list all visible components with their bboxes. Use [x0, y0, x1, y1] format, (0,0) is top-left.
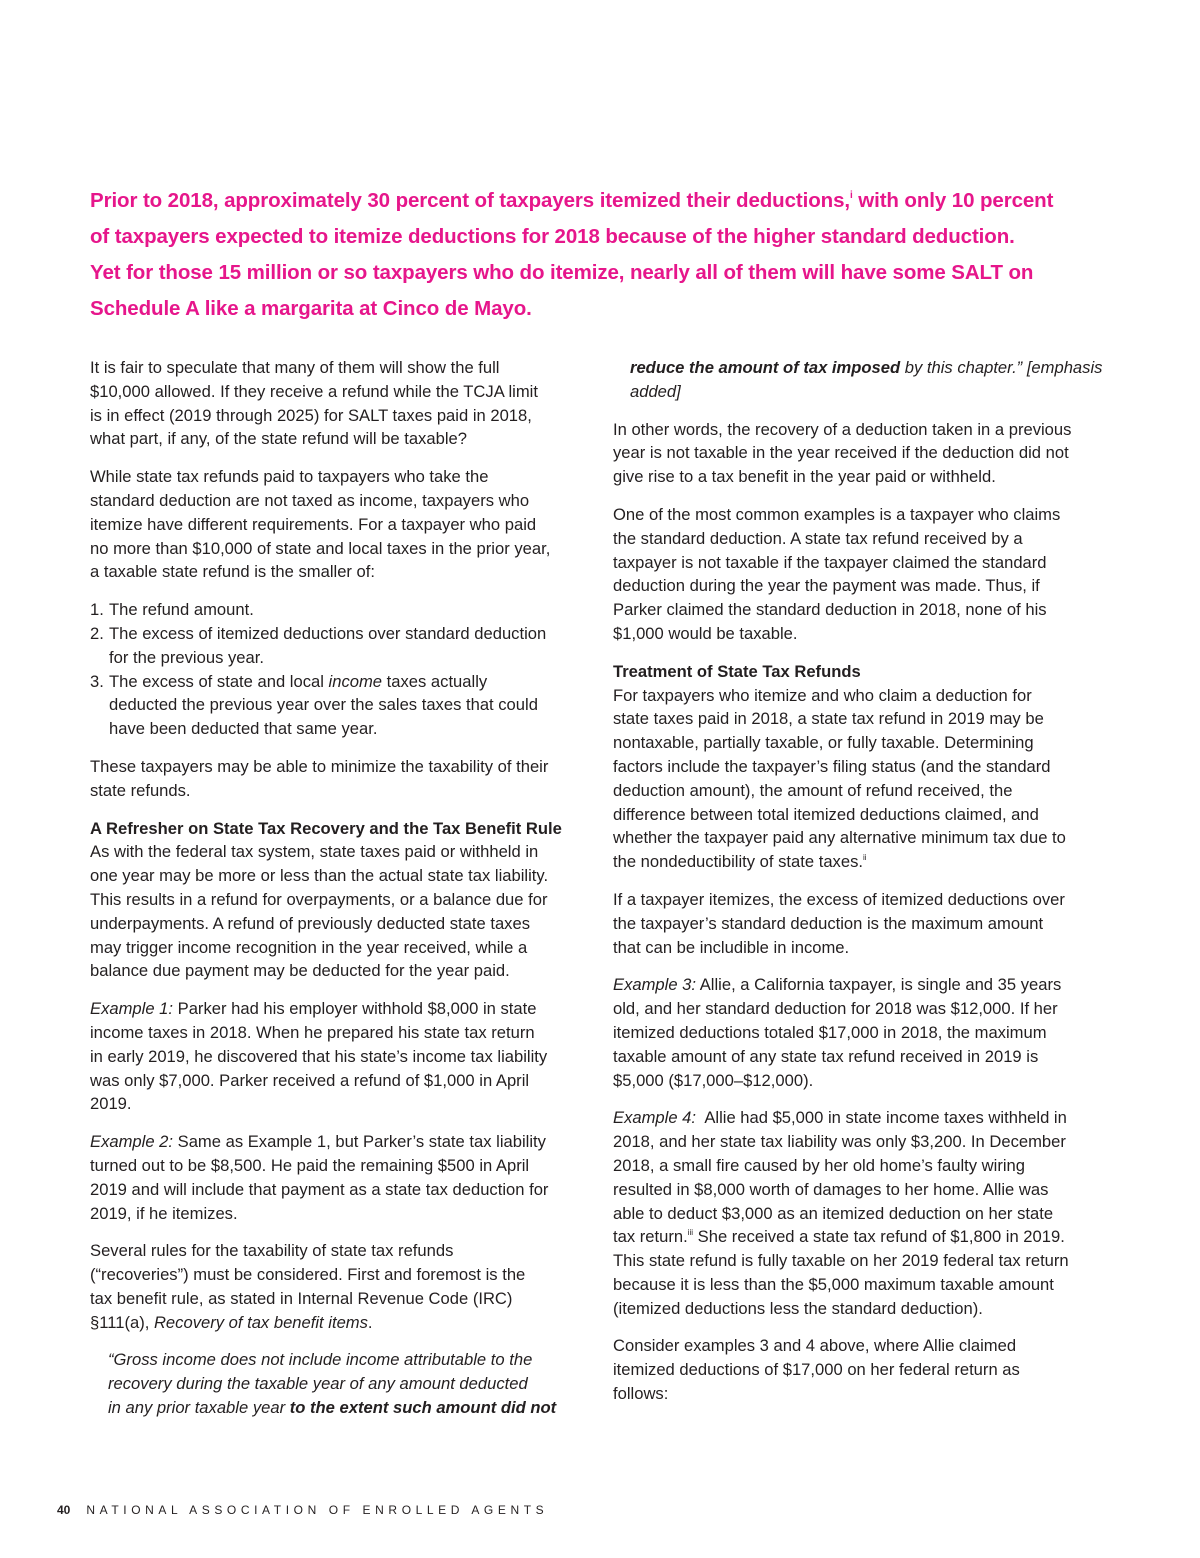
text-part: Allie, a California taxpayer, is single and 35 years	[696, 975, 1062, 995]
bold-emphasis: reduce the amount of tax imposed	[630, 358, 901, 377]
text-line: nontaxable, partially taxable, or fully taxable. Determining	[613, 733, 1034, 753]
example-label: Example 4:	[613, 1108, 697, 1128]
text-line: While state tax refunds paid to taxpayers who take the	[90, 467, 489, 487]
text-part: the nondeductibility of state taxes.	[613, 852, 863, 872]
text-line: state taxes paid in 2018, a state tax refund in 2019 may be	[613, 709, 1044, 729]
page-number: 40	[57, 1503, 71, 1517]
endnote-marker[interactable]: iii	[687, 1228, 694, 1238]
page-footer	[57, 1503, 548, 1517]
block-quote-continued	[613, 356, 1113, 404]
text-line: balance due payment may be deducted for the year paid.	[90, 961, 510, 981]
pull-quote-line: Yet for those 15 million or so taxpayers who do itemize, nearly all of them will have some SALT on	[90, 261, 1034, 284]
text-line: Consider examples 3 and 4 above, where Allie claimed	[613, 1336, 1017, 1356]
list-item	[90, 598, 592, 622]
example-paragraph	[613, 973, 1113, 1092]
text-part: Allie had $5,000 in state income taxes withheld in	[696, 1108, 1067, 1128]
text-line: one year may be more or less than the actual state tax liability.	[90, 866, 549, 886]
list-number: 3.	[90, 671, 104, 691]
text-line: If a taxpayer itemizes, the excess of itemized deductions over	[613, 889, 1065, 909]
text-line: whether the taxpayer paid any alternative minimum tax due to	[613, 828, 1066, 848]
text-part: in any prior taxable year	[108, 1398, 290, 1418]
list-item-text: The excess of itemized deductions over standard deduction	[109, 623, 547, 643]
text-part: Parker had his employer withhold $8,000 in state	[173, 999, 537, 1019]
text-line: 2018, and her state tax liability was only $3,200. In December	[613, 1132, 1066, 1152]
quote-line	[630, 356, 1113, 380]
text-line: year is not taxable in the year received if the deduction did not	[613, 443, 1069, 463]
paragraph	[90, 465, 592, 584]
endnote-marker[interactable]: i	[849, 190, 853, 201]
text-line	[90, 1311, 592, 1335]
text-line: 2019, if he itemizes.	[90, 1203, 238, 1223]
paragraph	[90, 840, 592, 983]
endnote-marker[interactable]: ii	[862, 853, 867, 863]
example-paragraph	[90, 1130, 592, 1225]
text-line: deduction during the year the payment was made. Thus, if	[613, 576, 1040, 596]
emphasis-text: income	[328, 671, 383, 691]
text-part: §111(a),	[90, 1312, 154, 1332]
text-line: Several rules for the taxability of state tax refunds	[90, 1241, 454, 1261]
text-line: state refunds.	[90, 780, 191, 800]
text-line	[90, 997, 592, 1021]
bold-emphasis: to the extent such amount did not	[289, 1398, 557, 1418]
list-item-text: The excess of state and local	[109, 671, 329, 691]
text-line	[613, 1106, 1113, 1130]
list-item-text: deducted the previous year over the sales taxes that could	[109, 695, 538, 715]
text-line: what part, if any, of the state refund will be taxable?	[90, 429, 467, 449]
text-line: In other words, the recovery of a deduction taken in a previous	[613, 419, 1072, 439]
quote-line: recovery during the taxable year of any amount deducted	[108, 1374, 528, 1394]
text-part: tax return.	[613, 1227, 688, 1247]
example-paragraph	[613, 1106, 1113, 1320]
text-line: taxable amount of any state tax refund received in 2019 is	[613, 1046, 1039, 1066]
footer-org-name: NATIONAL ASSOCIATION OF ENROLLED AGENTS	[86, 1503, 549, 1517]
text-line: resulted in $8,000 worth of damages to her home. Allie was	[613, 1179, 1049, 1199]
text-line: This state refund is fully taxable on her 2019 federal tax return	[613, 1251, 1069, 1271]
text-line: itemized deductions of $17,000 on her federal return as	[613, 1360, 1020, 1380]
list-item	[90, 670, 592, 741]
text-line: turned out to be $8,500. He paid the remaining $500 in April	[90, 1155, 530, 1175]
text-line: $5,000 ($17,000–$12,000).	[613, 1070, 814, 1090]
right-column	[613, 356, 1113, 1420]
paragraph	[613, 1334, 1113, 1405]
text-line: no more than $10,000 of state and local taxes in the prior year,	[90, 538, 551, 558]
text-line	[613, 850, 1113, 874]
text-line: because it is less than the $5,000 maximum taxable amount	[613, 1274, 1054, 1294]
text-line	[613, 1225, 1113, 1249]
list-number: 2.	[90, 623, 104, 643]
text-line: It is fair to speculate that many of them will show the full	[90, 358, 500, 377]
pull-quote-line	[90, 183, 1100, 219]
text-line	[90, 1130, 592, 1154]
text-line: old, and her standard deduction for 2018 was $12,000. If her	[613, 999, 1058, 1019]
paragraph	[90, 755, 592, 803]
paragraph	[90, 1239, 592, 1334]
pull-quote-line-part: with only 10 percent	[852, 189, 1054, 212]
text-line: For taxpayers who itemize and who claim a deduction for	[613, 685, 1032, 705]
paragraph	[613, 684, 1113, 874]
text-line: difference between total itemized deductions claimed, and	[613, 804, 1039, 824]
text-line: 2019.	[90, 1094, 132, 1114]
text-line: Parker claimed the standard deduction in 2018, none of his	[613, 600, 1047, 620]
left-column	[90, 356, 592, 1434]
paragraph	[613, 888, 1113, 959]
text-line: As with the federal tax system, state taxes paid or withheld in	[90, 842, 539, 862]
text-part: Same as Example 1, but Parker’s state tax liability	[173, 1132, 546, 1152]
pull-quote-line-part: Prior to 2018, approximately 30 percent of taxpayers itemized their deductions,	[90, 189, 850, 212]
text-line: income taxes in 2018. When he prepared his state tax return	[90, 1022, 535, 1042]
text-part: .	[367, 1312, 373, 1332]
emphasis-text: Recovery of tax benefit items	[153, 1312, 368, 1332]
example-label: Example 3:	[613, 975, 697, 995]
text-line: $1,000 would be taxable.	[613, 623, 798, 643]
text-line: $10,000 allowed. If they receive a refund while the TCJA limit	[90, 381, 538, 401]
list-item	[90, 622, 592, 670]
numbered-list	[90, 598, 592, 741]
section-heading: A Refresher on State Tax Recovery and the Tax Benefit Rule	[90, 818, 562, 838]
section-heading: Treatment of State Tax Refunds	[613, 661, 861, 681]
text-line: 2019 and will include that payment as a state tax deduction for	[90, 1179, 549, 1199]
text-part: by this chapter.” [emphasis	[900, 358, 1103, 377]
text-line: may trigger income recognition in the year received, while a	[90, 937, 528, 957]
text-line: the standard deduction. A state tax refund received by a	[613, 528, 1023, 548]
list-item-text: have been deducted that same year.	[109, 719, 378, 739]
text-line: tax benefit rule, as stated in Internal Revenue Code (IRC)	[90, 1288, 513, 1308]
text-line: able to deduct $3,000 as an itemized deduction on her state	[613, 1203, 1054, 1223]
quote-line	[108, 1396, 592, 1420]
text-line	[613, 973, 1113, 997]
text-line: (itemized deductions less the standard deduction).	[613, 1298, 983, 1318]
text-line: is in effect (2019 through 2025) for SALT taxes paid in 2018,	[90, 405, 532, 425]
quote-line: “Gross income does not include income attributable to the	[108, 1350, 533, 1370]
pull-quote-line: Schedule A like a margarita at Cinco de Mayo.	[90, 297, 532, 320]
text-line: One of the most common examples is a taxpayer who claims	[613, 504, 1061, 524]
text-line: standard deduction are not taxed as income, taxpayers who	[90, 490, 530, 510]
example-label: Example 2:	[90, 1132, 174, 1152]
text-line: These taxpayers may be able to minimize the taxability of their	[90, 756, 549, 776]
example-label: Example 1:	[90, 999, 174, 1019]
pull-quote	[90, 183, 1100, 327]
list-item-text: taxes actually	[382, 671, 488, 691]
block-quote	[90, 1348, 592, 1419]
quote-line: added]	[630, 381, 681, 401]
text-line: in early 2019, he discovered that his state’s income tax liability	[90, 1046, 548, 1066]
text-line: This results in a refund for overpayments, or a balance due for	[90, 889, 548, 909]
text-line: taxpayer is not taxable if the taxpayer claimed the standard	[613, 552, 1047, 572]
text-line: itemized deductions totaled $17,000 in 2018, the maximum	[613, 1022, 1047, 1042]
text-line: itemize have different requirements. For a taxpayer who paid	[90, 514, 537, 534]
paragraph	[90, 356, 592, 451]
text-part: She received a state tax refund of $1,800 in 2019.	[693, 1227, 1065, 1247]
text-line: the taxpayer’s standard deduction is the maximum amount	[613, 913, 1044, 933]
text-line: a taxable state refund is the smaller of:	[90, 562, 376, 582]
list-number: 1.	[90, 600, 104, 620]
text-line: factors include the taxpayer’s filing status (and the standard	[613, 756, 1051, 776]
pull-quote-line: of taxpayers expected to itemize deductions for 2018 because of the higher standard deduction.	[90, 225, 1015, 248]
list-item-text: The refund amount.	[109, 600, 254, 620]
paragraph	[613, 503, 1113, 646]
text-line: underpayments. A refund of previously deducted state taxes	[90, 913, 531, 933]
pull-quote-text	[90, 183, 1100, 327]
text-line: 2018, a small fire caused by her old home’s faulty wiring	[613, 1155, 1025, 1175]
example-paragraph	[90, 997, 592, 1116]
text-line: deduction amount), the amount of refund received, the	[613, 780, 1013, 800]
text-line: that can be includible in income.	[613, 937, 850, 957]
text-line: was only $7,000. Parker received a refund of $1,000 in April	[90, 1070, 530, 1090]
text-line: follows:	[613, 1384, 669, 1404]
paragraph	[613, 418, 1113, 489]
text-line: give rise to a tax benefit in the year paid or withheld.	[613, 467, 996, 487]
text-line: (“recoveries”) must be considered. First and foremost is the	[90, 1265, 526, 1285]
list-item-text: for the previous year.	[109, 647, 264, 667]
